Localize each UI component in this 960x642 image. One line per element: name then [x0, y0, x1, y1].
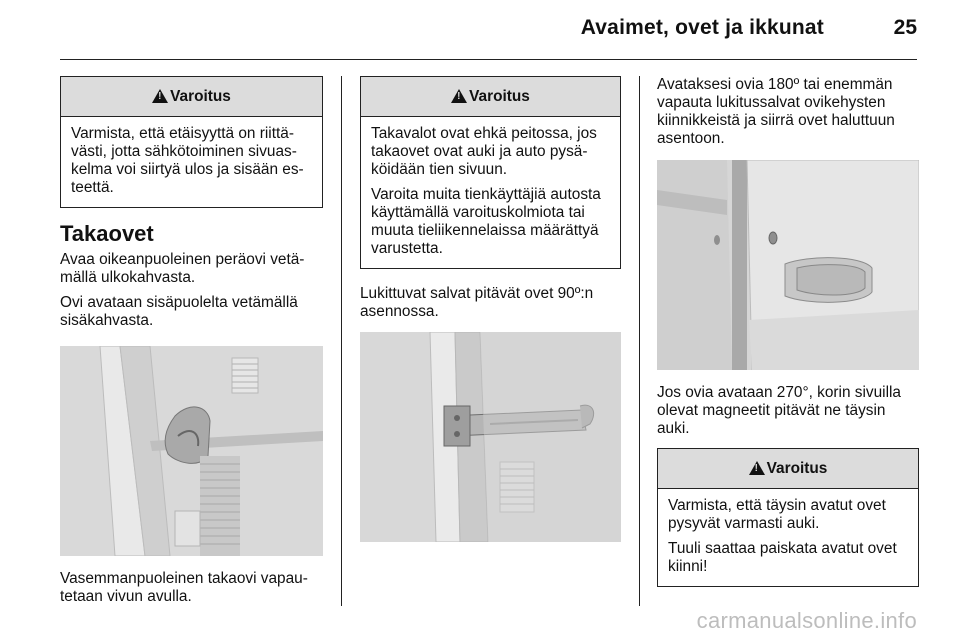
paragraph-open-270-degrees: Jos ovia avataan 270°, korin sivuilla olevat magneetit pitävät ne täysin auki.	[657, 384, 901, 437]
warning-box	[360, 76, 621, 269]
column-2	[360, 76, 621, 542]
figure-door-magnet	[657, 160, 919, 370]
warning-header	[361, 77, 620, 117]
column-divider-1	[341, 76, 342, 606]
paragraph-left-door-lever: Vasemmanpuoleinen takaovi vapau- tetaan vivun avulla.	[60, 570, 308, 605]
warning-text-2: Tuuli saattaa paiskata avatut ovet kiinni!	[668, 540, 897, 575]
paragraph-lock-90-degrees: Lukittuvat salvat pitävät ovet 90º:n asennossa.	[360, 285, 594, 320]
warning-body	[361, 117, 620, 268]
warning-text-2: Varoita muita tienkäyttäjiä autosta käyttämällä varoituskolmiota tai muuta tieliikennelaissa määrättyä varustetta.	[371, 186, 601, 257]
door-strap-illustration	[360, 332, 621, 542]
warning-body	[61, 117, 322, 207]
warning-triangle-icon	[749, 461, 765, 475]
figure-inner-handle	[60, 346, 323, 556]
paragraph-open-right-door: Avaa oikeanpuoleinen peräovi vetä- mällä ulkokahvasta.	[60, 251, 305, 286]
warning-title: Varoitus	[469, 87, 530, 105]
warning-box	[657, 448, 919, 587]
paragraph-open-180-degrees: Avataksesi ovia 180º tai enemmän vapauta lukitussalvat ovikehysten kiinnikkeistä ja siirrä ovet haluttuun asentoon.	[657, 76, 895, 147]
header-rule	[60, 59, 917, 60]
page-header-title: Avaimet, ovet ja ikkunat	[580, 16, 824, 39]
warning-header	[61, 77, 322, 117]
warning-triangle-icon	[451, 89, 467, 103]
warning-text-1: Takavalot ovat ehkä peitossa, jos takaovet ovat auki ja auto pysä- köidään tien sivuun.	[371, 125, 597, 178]
warning-text: Varmista, että etäisyyttä on riittä- västi, jotta sähkötoiminen sivuas- kelma voi siirtyä ulos ja sisään es- teettä.	[71, 125, 304, 196]
warning-box	[60, 76, 323, 208]
column-3	[657, 76, 919, 587]
figure-door-strap	[360, 332, 621, 542]
section-title: Takaovet	[60, 221, 154, 246]
watermark: carmanualsonline.info	[696, 608, 917, 633]
warning-body	[658, 489, 918, 586]
warning-header	[658, 449, 918, 489]
column-1	[60, 76, 323, 606]
warning-text-1: Varmista, että täysin avatut ovet pysyvät varmasti auki.	[668, 497, 886, 532]
page-number: 25	[893, 16, 917, 39]
warning-title: Varoitus	[170, 87, 231, 105]
column-divider-2	[639, 76, 640, 606]
warning-title: Varoitus	[766, 459, 828, 477]
paragraph-inside-handle: Ovi avataan sisäpuolelta vetämällä sisäkahvasta.	[60, 294, 298, 329]
inner-handle-illustration	[60, 346, 323, 556]
warning-triangle-icon	[152, 89, 168, 103]
door-magnet-illustration	[657, 160, 919, 370]
